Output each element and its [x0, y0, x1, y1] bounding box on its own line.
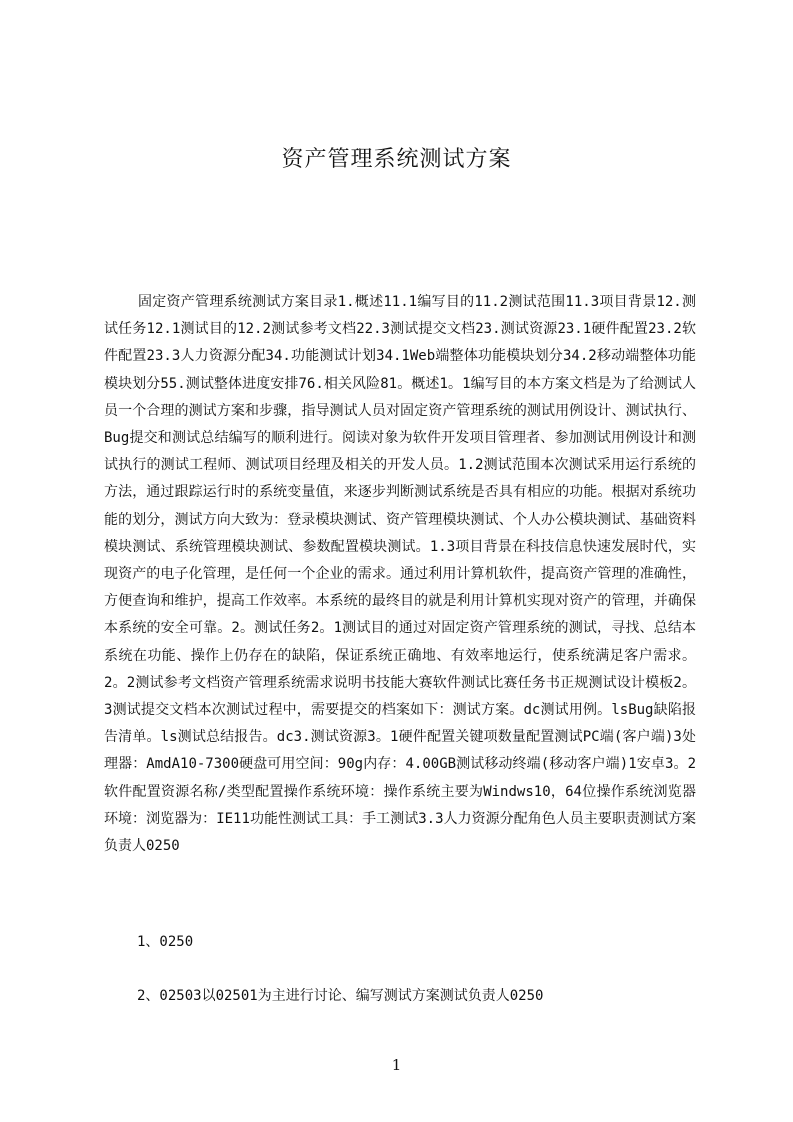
list-item: 2、02503以02501为主进行讨论、编写测试方案测试负责人0250 — [137, 988, 544, 1004]
document-title: 资产管理系统测试方案 — [281, 147, 512, 172]
body-paragraph: 固定资产管理系统测试方案目录1.概述11.1编写目的11.2测试范围11.3项目背景12.测试任务12.1测试目的12.2测试参考文档22.3测试提交文档23.测试资源23.1硬件配置23.2软件配置23.3人力资源分配34.功能测试计划34.1Web端整体功能模块划分34.2移动端整体功能模块划分55.测试整体进度安排76.相关风险81。概述1。1编写目的本方案文档是为了给测试人员一个合理的测试方案和步骤，指导测试人员对固定资产管理系统的测试用例设计、测试执行、Bug提交和测试总结编写的顺利进行。阅读对象为软件开发项目管理者、参加测试用例设计和测试执行的测试工程师、测试项目经理及相关的开发人员。1.2测试范围本次测试采用运行系统的方法，通过跟踪运行时的系统变量值，来逐步判断测试系统是否具有相应的功能。根据对系统功能的划分，测试方向大致为：登录模块测试、资产管理模块测试、个人办公模块测试、基础资料模块测试、系统管理模块测试、参数配置模块测试。1.3项目背景在科技信息快速发展时代，实现资产的电子化管理，是任何一个企业的需求。通过利用计算机软件，提高资产管理的准确性，方便查询和维护，提高工作效率。本系统的最终目的就是利用计算机实现对资产的管理，并确保本系统的安全可靠。2。测试任务2。1测试目的通过对固定资产管理系统的测试，寻找、总结本系统在功能、操作上仍存在的缺陷，保证系统正确地、有效率地运行，使系统满足客户需求。2。2测试参考文档资产管理系统需求说明书技能大赛软件测试比赛任务书正规测试设计模板2。3测试提交文档本次测试过程中，需要提交的档案如下：测试方案。dc测试用例。lsBug缺陷报告清单。ls测试总结报告。dc3.测试资源3。1硬件配置关键项数量配置测试PC端(客户端)3处理器：AmdA10-7300硬盘可用空间：90g内存：4.00GB测试移动终端(移动客户端)1安卓3。2软件配置资源名称/类型配置操作系统环境：操作系统主要为Windws10，64位操作系统浏览器环境：浏览器为：IE11功能性测试工具：手工测试3.3人力资源分配角色人员主要职责测试方案负责人0250 — [104, 294, 696, 855]
page-number: 1 — [391, 1056, 402, 1074]
list-item: 1、0250 — [137, 934, 194, 950]
